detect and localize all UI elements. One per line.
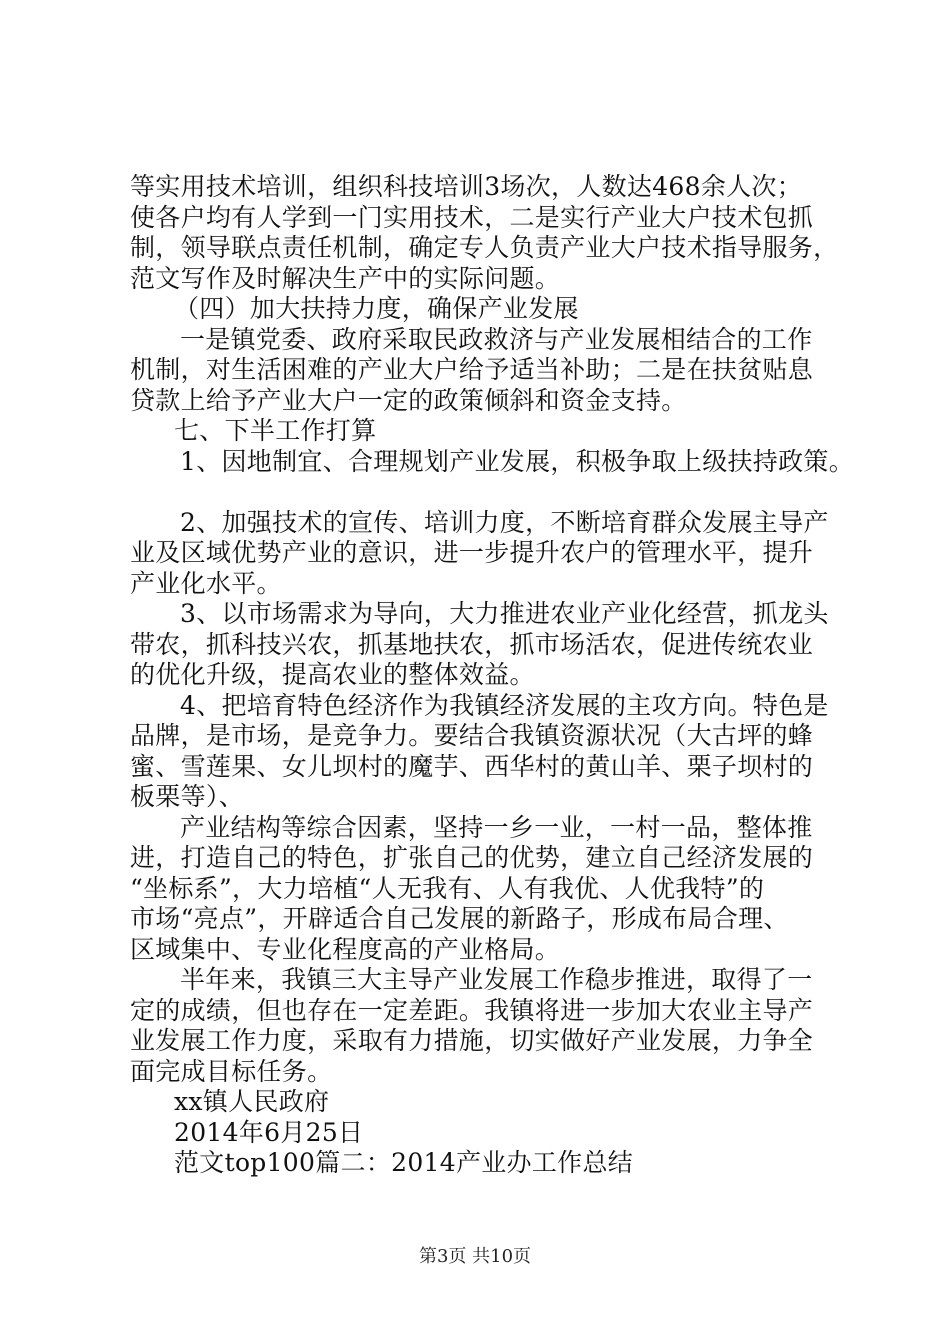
paragraph-line: 带农，抓科技兴农，抓基地扶农，抓市场活农，促进传统农业 [130,629,814,659]
paragraph-line: 板栗等）、 [130,782,245,811]
signature-date: 2014年6月25日 [174,1117,364,1147]
page-footer: 第3页 共10页 [418,1246,532,1267]
paragraph-line: 制，领导联点责任机制，确定专人负责产业大户技术指导服务， [130,233,839,262]
paragraph-line: 区域集中、专业化程度高的产业格局。 [130,934,561,964]
paragraph-line: 的优化升级，提高农业的整体效益。 [130,660,535,689]
paragraph-gap [130,477,860,508]
paragraph-line: 贷款上给予产业大户一定的政策倾斜和资金支持。 [130,385,687,415]
paragraph-line: 蜜、雪莲果、女儿坝村的魔芋、西华村的黄山羊、栗子坝村的 [130,751,814,781]
list-item: 4、把培育特色经济作为我镇经济发展的主攻方向。特色是 [180,690,829,720]
next-article-title: 范文top100篇二：2014产业办工作总结 [174,1148,634,1177]
section-heading: （四）加大扶持力度，确保产业发展 [174,294,579,323]
paragraph-line: 市场“亮点”，开辟适合自己发展的新路子，形成布局合理、 [130,904,789,933]
paragraph-line: 一是镇党委、政府采取民政救济与产业发展相结合的工作 [180,324,813,354]
list-item: 1、因地制宜、合理规划产业发展，积极争取上级扶持政策。 [180,446,855,476]
paragraph-line: 品牌，是市场，是竞争力。要结合我镇资源状况（大古坪的蜂 [130,721,814,750]
section-heading: 七、下半工作打算 [174,416,377,445]
paragraph-line: 半年来，我镇三大主导产业发展工作稳步推进，取得了一 [180,965,813,994]
list-item: 3、以市场需求为导向，大力推进农业产业化经营，抓龙头 [180,599,829,628]
paragraph-line: 范文写作及时解决生产中的实际问题。 [130,263,561,293]
paragraph-line: 机制，对生活困难的产业大户给予适当补助；二是在扶贫贴息 [130,355,814,384]
paragraph-line: 定的成绩，但也存在一定差距。我镇将进一步加大农业主导产 [130,995,814,1025]
document-body [130,172,860,1179]
paragraph-line: 使各户均有人学到一门实用技术，二是实行产业大户技术包抓 [130,202,814,232]
signature-organization: xx镇人民政府 [174,1087,330,1116]
list-item: 2、加强技术的宣传、培训力度，不断培育群众发展主导产 [180,507,829,537]
paragraph-line: 业及区域优势产业的意识，进一步提升农户的管理水平，提升 [130,538,814,567]
paragraph-line: 等实用技术培训，组织科技培训3场次，人数达468余人次； [130,172,803,201]
paragraph-line: “坐标系”，大力培植“人无我有、人有我优、人优我特”的 [130,873,765,903]
paragraph-line: 产业化水平。 [130,568,282,598]
paragraph-line: 进，打造自己的特色，扩张自己的优势，建立自己经济发展的 [130,843,814,872]
paragraph-line: 业发展工作力度，采取有力措施，切实做好产业发展，力争全 [130,1026,814,1055]
paragraph-line: 产业结构等综合因素，坚持一乡一业，一村一品，整体推 [180,812,813,842]
paragraph-line: 面完成目标任务。 [130,1056,333,1086]
